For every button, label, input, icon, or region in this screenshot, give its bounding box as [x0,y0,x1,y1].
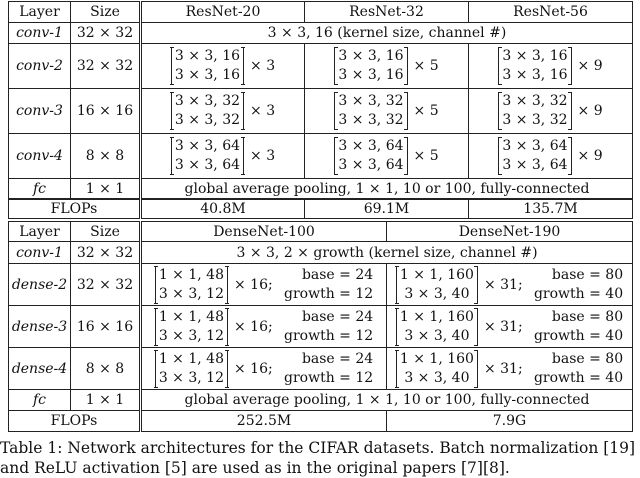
matrix-row: 3 × 3, 16 [502,48,568,64]
base-value: = 80 [589,266,624,283]
size-conv2: 32 × 32 [71,44,141,89]
growth-label: growth [533,285,585,302]
repeat: × 3 [250,58,276,74]
matrix-row: 3 × 3, 16 [174,48,241,64]
matrix-row: 3 × 3, 16 [502,67,568,83]
repeat: × 3 [250,103,276,119]
conv2-resnet20 [141,44,305,89]
matrix-row: 3 × 3, 32 [502,112,568,128]
conv2-resnet56 [469,44,633,89]
matrix-row: 3 × 3, 40 [404,285,470,302]
dense4-densenet190 [387,348,633,390]
matrix [155,350,228,388]
dense3-densenet190 [387,306,633,348]
dense4-densenet100 [141,348,387,390]
matrix-row: 3 × 3, 40 [404,369,470,386]
size-dense3: 16 × 16 [71,306,141,348]
conv3-resnet56 [469,89,633,134]
repeat: × 9 [577,58,603,74]
matrix-row: 3 × 3, 16 [338,67,404,83]
matrix-row: 3 × 3, 32 [174,93,241,109]
matrix-row: 3 × 3, 64 [502,138,568,154]
header-densenet190: DenseNet-190 [387,222,633,242]
matrix-row: 1 × 1, 48 [158,308,224,325]
size-fc: 1 × 1 [71,179,141,200]
layer-dense4: dense-4 [9,348,71,390]
size-conv3: 16 × 16 [71,89,141,134]
header-resnet56: ResNet-56 [469,2,633,23]
matrix [155,308,228,346]
matrix [396,350,478,388]
dense-fc-desc: global average pooling, 1 × 1, 10 or 100, fully-connected [141,390,633,411]
matrix-row: 3 × 3, 64 [174,138,241,154]
matrix [334,92,407,130]
growth-value: = 12 [339,369,374,386]
base-label: base [301,350,335,367]
base-value: = 24 [339,308,374,325]
base-label: base [301,266,335,283]
table-caption [0,438,640,478]
dense3-densenet100 [141,306,387,348]
params [529,350,623,388]
flops-resnet20: 40.8M [141,199,305,219]
growth-label: growth [533,327,585,344]
params [279,266,373,304]
size-dense2: 32 × 32 [71,264,141,306]
matrix-row: 1 × 1, 160 [399,308,474,325]
matrix [334,47,407,85]
repeat: × 16; [234,318,273,335]
params [279,350,373,388]
matrix-row: 3 × 3, 64 [338,157,404,173]
dense2-densenet190 [387,264,633,306]
base-value: = 24 [339,266,374,283]
base-value: = 80 [589,350,624,367]
growth-value: = 40 [589,285,624,302]
fc-desc: global average pooling, 1 × 1, 10 or 100, fully-connected [141,179,633,200]
matrix [498,92,571,130]
matrix [396,308,478,346]
conv3-resnet20 [141,89,305,134]
flops-densenet100: 252.5M [141,411,387,432]
matrix-row: 3 × 3, 64 [338,138,404,154]
dense2-densenet100 [141,264,387,306]
base-value: = 80 [589,308,624,325]
conv4-resnet56 [469,134,633,179]
matrix [396,266,478,304]
matrix-row: 3 × 3, 32 [338,112,404,128]
matrix-row: 3 × 3, 16 [338,48,404,64]
header-resnet32: ResNet-32 [305,2,469,23]
layer-conv3: conv-3 [9,89,71,134]
conv3-resnet32 [305,89,469,134]
size-conv1: 32 × 32 [71,242,141,264]
growth-label: growth [284,369,335,386]
params [529,308,623,346]
growth-value: = 40 [589,369,624,386]
matrix-row: 3 × 3, 64 [174,157,241,173]
matrix-row: 3 × 3, 32 [338,93,404,109]
matrix-row: 3 × 3, 32 [174,112,241,128]
conv1-desc: 3 × 3, 16 (kernel size, channel #) [141,23,633,44]
header-resnet20: ResNet-20 [141,2,305,23]
caption-line-2: and ReLU activation [5] are used as in the original papers [7][8]. [0,459,510,477]
repeat: × 16; [234,276,273,293]
layer-conv1: conv-1 [9,23,71,44]
matrix-row: 3 × 3, 40 [404,327,470,344]
conv4-resnet32 [305,134,469,179]
matrix-row: 1 × 1, 48 [158,266,224,283]
matrix [498,137,571,175]
layer-conv4: conv-4 [9,134,71,179]
params [279,308,373,346]
matrix-row: 1 × 1, 160 [399,266,474,283]
params [529,266,623,304]
repeat: × 5 [413,103,439,119]
matrix [334,137,407,175]
growth-label: growth [284,285,335,302]
matrix [498,47,571,85]
flops-resnet32: 69.1M [305,199,469,219]
densenet-table [8,221,633,432]
matrix [155,266,228,304]
dense-conv1-desc: 3 × 3, 2 × growth (kernel size, channel #) [141,242,633,264]
base-value: = 24 [339,350,374,367]
caption-line-1: Table 1: Network architectures for the CIFAR datasets. Batch normalization [19] [0,439,636,457]
base-label: base [551,308,585,325]
flops-label: FLOPs [9,411,141,432]
layer-conv2: conv-2 [9,44,71,89]
flops-resnet56: 135.7M [469,199,633,219]
matrix-row: 3 × 3, 64 [502,157,568,173]
growth-label: growth [533,369,585,386]
matrix [171,47,244,85]
repeat: × 16; [234,360,273,377]
matrix-row: 1 × 1, 48 [158,350,224,367]
matrix-row: 3 × 3, 12 [158,369,224,386]
repeat: × 31; [483,360,523,377]
repeat: × 5 [413,148,439,164]
size-conv4: 8 × 8 [71,134,141,179]
repeat: × 5 [413,58,439,74]
header-densenet100: DenseNet-100 [141,222,387,242]
size-conv1: 32 × 32 [71,23,141,44]
matrix [171,92,244,130]
header-size: Size [71,2,141,23]
size-dense4: 8 × 8 [71,348,141,390]
repeat: × 9 [577,148,603,164]
matrix-row: 3 × 3, 16 [174,67,241,83]
conv2-resnet32 [305,44,469,89]
header-size: Size [71,222,141,242]
repeat: × 3 [250,148,276,164]
growth-value: = 40 [589,327,624,344]
matrix [171,137,244,175]
matrix-row: 3 × 3, 32 [502,93,568,109]
layer-fc: fc [9,390,71,411]
repeat: × 9 [577,103,603,119]
growth-value: = 12 [339,327,374,344]
header-layer: Layer [9,222,71,242]
size-fc: 1 × 1 [71,390,141,411]
flops-label: FLOPs [9,199,141,219]
flops-densenet190: 7.9G [387,411,633,432]
conv4-resnet20 [141,134,305,179]
repeat: × 31; [483,318,523,335]
base-label: base [301,308,335,325]
layer-conv1: conv-1 [9,242,71,264]
matrix-row: 3 × 3, 12 [158,327,224,344]
base-label: base [551,350,585,367]
growth-label: growth [284,327,335,344]
layer-dense3: dense-3 [9,306,71,348]
matrix-row: 3 × 3, 12 [158,285,224,302]
resnet-flops-table [8,198,633,219]
layer-dense2: dense-2 [9,264,71,306]
repeat: × 31; [483,276,523,293]
growth-value: = 12 [339,285,374,302]
header-layer: Layer [9,2,71,23]
layer-fc: fc [9,179,71,200]
matrix-row: 1 × 1, 160 [399,350,474,367]
base-label: base [551,266,585,283]
resnet-table [8,1,633,200]
